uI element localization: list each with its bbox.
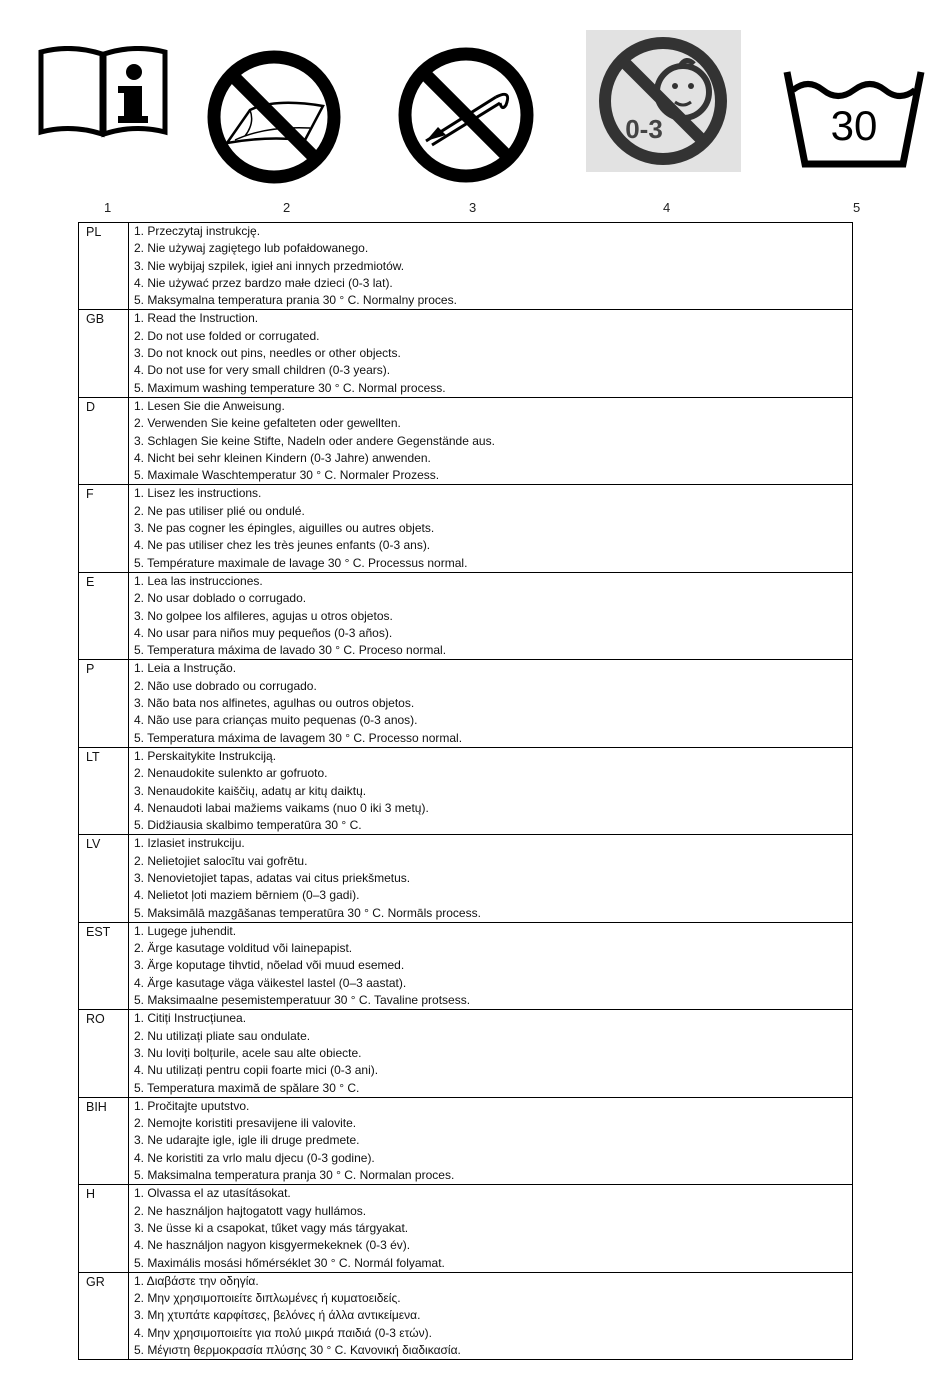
language-code: RO <box>79 1010 129 1097</box>
instruction-line: 1. Διαβάστε την οδηγία. <box>134 1273 259 1288</box>
instruction-line: 4. Μην χρησιμοποιείτε για πολύ μικρά παιδιά (0-3 ετών). <box>134 1325 432 1340</box>
instruction-line: 5. Maksimaalne pesemistemperatuur 30 ° C. Tavaline protsess. <box>134 993 471 1008</box>
instruction-line: 2. Nu utilizați pliate sau ondulate. <box>134 1028 311 1043</box>
read-instructions-icon <box>38 46 168 138</box>
instruction-line: 4. Nicht bei sehr kleinen Kindern (0-3 Jahre) anwenden. <box>134 450 431 465</box>
language-row <box>79 572 853 659</box>
instruction-line: 3. Ärge koputage tihvtid, nõelad või muud esemed. <box>134 958 405 973</box>
no-pins-icon <box>396 45 536 185</box>
instruction-line: 3. Nu loviți bolțurile, acele sau alte obiecte. <box>134 1045 362 1060</box>
instruction-line: 2. Verwenden Sie keine gefalteten oder gewellten. <box>134 416 401 431</box>
instruction-line: 2. Ne használjon hajtogatott vagy hullámos. <box>134 1203 367 1218</box>
instruction-lines <box>129 747 853 834</box>
instruction-line: 2. Ne pas utiliser plié ou ondulé. <box>134 503 305 518</box>
instruction-lines <box>129 835 853 922</box>
instruction-line: 5. Maximale Waschtemperatur 30 ° C. Normaler Prozess. <box>134 468 440 483</box>
age-range-label: 0-3 <box>625 114 663 144</box>
instruction-line: 1. Lisez les instructions. <box>134 486 262 501</box>
instruction-line: 4. Ärge kasutage väga väikestel lastel (0–3 aastat). <box>134 975 407 990</box>
language-code: P <box>79 660 129 747</box>
instruction-line: 1. Citiți Instrucțiunea. <box>134 1011 247 1026</box>
language-code: PL <box>79 223 129 310</box>
language-code: F <box>79 485 129 572</box>
instruction-line: 5. Température maximale de lavage 30 ° C. Processus normal. <box>134 555 468 570</box>
language-code: GB <box>79 310 129 397</box>
language-row <box>79 1097 853 1184</box>
instruction-line: 2. Ärge kasutage volditud või lainepapist. <box>134 941 353 956</box>
language-row <box>79 310 853 397</box>
instruction-line: 1. Read the Instruction. <box>134 311 259 326</box>
instruction-line: 2. Nemojte koristiti presavijene ili valovite. <box>134 1116 357 1131</box>
language-row <box>79 747 853 834</box>
instruction-line: 1. Pročitajte uputstvo. <box>134 1098 250 1113</box>
instruction-lines <box>129 660 853 747</box>
instruction-line: 1. Przeczytaj instrukcję. <box>134 224 261 238</box>
instruction-line: 2. Não use dobrado ou corrugado. <box>134 678 317 693</box>
instruction-line: 4. Do not use for very small children (0-3 years). <box>134 363 391 378</box>
instruction-line: 5. Temperatura máxima de lavagem 30 ° C. Processo normal. <box>134 730 463 745</box>
instruction-line: 3. Não bata nos alfinetes, agulhas ou outros objetos. <box>134 696 415 711</box>
language-row <box>79 397 853 484</box>
language-row <box>79 485 853 572</box>
instruction-line: 1. Izlasiet instrukciju. <box>134 836 245 851</box>
language-code: LV <box>79 835 129 922</box>
instruction-line: 5. Maximum washing temperature 30 ° C. Normal process. <box>134 380 446 395</box>
language-row <box>79 1010 853 1097</box>
instruction-line: 3. Ne pas cogner les épingles, aiguilles ou autres objets. <box>134 521 435 536</box>
instruction-line: 2. Nie używaj zagiętego lub pofałdowanego. <box>134 241 369 256</box>
language-row <box>79 223 853 310</box>
instruction-line: 5. Temperatura máxima de lavado 30 ° C. Proceso normal. <box>134 643 447 658</box>
instruction-line: 3. Do not knock out pins, needles or other objects. <box>134 346 401 361</box>
wash-temperature-label: 30 <box>830 102 878 149</box>
instruction-line: 2. Μην χρησιμοποιείτε διπλωμένες ή κυματοειδείς. <box>134 1291 401 1306</box>
instruction-line: 2. Nenaudokite sulenkto ar gofruoto. <box>134 766 328 781</box>
language-code: E <box>79 572 129 659</box>
instruction-line: 1. Lesen Sie die Anweisung. <box>134 398 285 413</box>
instruction-line: 3. Schlagen Sie keine Stifte, Nadeln oder andere Gegenstände aus. <box>134 433 495 448</box>
no-folding-icon <box>205 48 343 186</box>
instruction-line: 4. Ne koristiti za vrlo malu djecu (0-3 godine). <box>134 1150 375 1165</box>
instruction-line: 4. Nie używać przez bardzo małe dzieci (0-3 lat). <box>134 275 393 290</box>
instruction-line: 3. Ne üsse ki a csapokat, tűket vagy más tárgyakat. <box>134 1220 409 1235</box>
instruction-line: 1. Leia a Instrução. <box>134 661 237 676</box>
symbol-number: 1 <box>104 200 112 215</box>
instruction-line: 4. Nenaudoti labai mažiems vaikams (nuo 0 iki 3 metų). <box>134 800 429 815</box>
language-code: H <box>79 1185 129 1272</box>
language-code: LT <box>79 747 129 834</box>
language-code: BIH <box>79 1097 129 1184</box>
symbol-strip <box>0 0 950 200</box>
instruction-lines <box>129 1097 853 1184</box>
instruction-lines <box>129 1272 853 1359</box>
language-row <box>79 660 853 747</box>
instruction-line: 3. Ne udarajte igle, igle ili druge predmete. <box>134 1133 360 1148</box>
language-row <box>79 1272 853 1359</box>
instruction-lines <box>129 1185 853 1272</box>
symbol-number: 2 <box>283 200 291 215</box>
instruction-line: 1. Lea las instrucciones. <box>134 573 263 588</box>
instruction-line: 4. Nelietot ļoti maziem bērniem (0–3 gadi). <box>134 888 360 903</box>
instruction-line: 4. No usar para niños muy pequeños (0-3 años). <box>134 625 393 640</box>
language-code: D <box>79 397 129 484</box>
instruction-line: 4. Não use para crianças muito pequenas (0-3 anos). <box>134 713 418 728</box>
instruction-line: 1. Perskaitykite Instrukciją. <box>134 748 277 763</box>
instruction-line: 3. No golpee los alfileres, agujas u otros objetos. <box>134 608 393 623</box>
instruction-line: 5. Maksimālā mazgāšanas temperatūra 30 ° C. Normāls process. <box>134 905 481 920</box>
language-code: EST <box>79 922 129 1009</box>
instruction-line: 5. Μέγιστη θερμοκρασία πλύσης 30 ° C. Κανονική διαδικασία. <box>134 1343 461 1357</box>
instruction-line: 3. Nie wybijaj szpilek, igieł ani innych przedmiotów. <box>134 258 405 273</box>
instruction-line: 3. Nenovietojiet tapas, adatas vai citus priekšmetus. <box>134 870 411 885</box>
instruction-lines <box>129 922 853 1009</box>
instruction-line: 2. Do not use folded or corrugated. <box>134 328 320 343</box>
instructions-table <box>78 222 853 1360</box>
instruction-lines <box>129 223 853 310</box>
symbol-number: 5 <box>853 200 861 215</box>
language-row <box>79 835 853 922</box>
instruction-line: 3. Nenaudokite kaiščių, adatų ar kitų daiktų. <box>134 783 367 798</box>
not-for-0-3-icon <box>586 30 741 172</box>
language-row <box>79 1185 853 1272</box>
instruction-line: 5. Temperatura maximă de spălare 30 ° C. <box>134 1080 360 1095</box>
instruction-line: 5. Maximális mosási hőmérséklet 30 ° C. Normál folyamat. <box>134 1255 445 1270</box>
instruction-lines <box>129 485 853 572</box>
symbol-number: 3 <box>469 200 477 215</box>
instruction-line: 3. Μη χτυπάτε καρφίτσες, βελόνες ή άλλα αντικείμενα. <box>134 1308 421 1323</box>
language-code: GR <box>79 1272 129 1359</box>
instruction-lines <box>129 397 853 484</box>
instruction-line: 4. Ne használjon nagyon kisgyermekeknek (0-3 év). <box>134 1238 411 1253</box>
instruction-line: 1. Lugege juhendit. <box>134 923 237 938</box>
instruction-lines <box>129 1010 853 1097</box>
symbol-number: 4 <box>663 200 671 215</box>
instruction-line: 4. Nu utilizați pentru copii foarte mici (0-3 ani). <box>134 1063 379 1078</box>
instruction-line: 4. Ne pas utiliser chez les très jeunes enfants (0-3 ans). <box>134 538 431 553</box>
instruction-line: 5. Maksymalna temperatura prania 30 ° C. Normalny proces. <box>134 293 457 308</box>
instruction-line: 2. No usar doblado o corrugado. <box>134 591 307 606</box>
instruction-lines <box>129 310 853 397</box>
instruction-lines <box>129 572 853 659</box>
instruction-line: 2. Nelietojiet salocītu vai gofrētu. <box>134 853 308 868</box>
instruction-line: 1. Olvassa el az utasításokat. <box>134 1186 291 1201</box>
instruction-line: 5. Didžiausia skalbimo temperatūra 30 ° C. <box>134 818 362 833</box>
wash-30-icon <box>779 68 929 170</box>
instruction-line: 5. Maksimalna temperatura pranja 30 ° C. Normalan proces. <box>134 1168 455 1183</box>
language-row <box>79 922 853 1009</box>
